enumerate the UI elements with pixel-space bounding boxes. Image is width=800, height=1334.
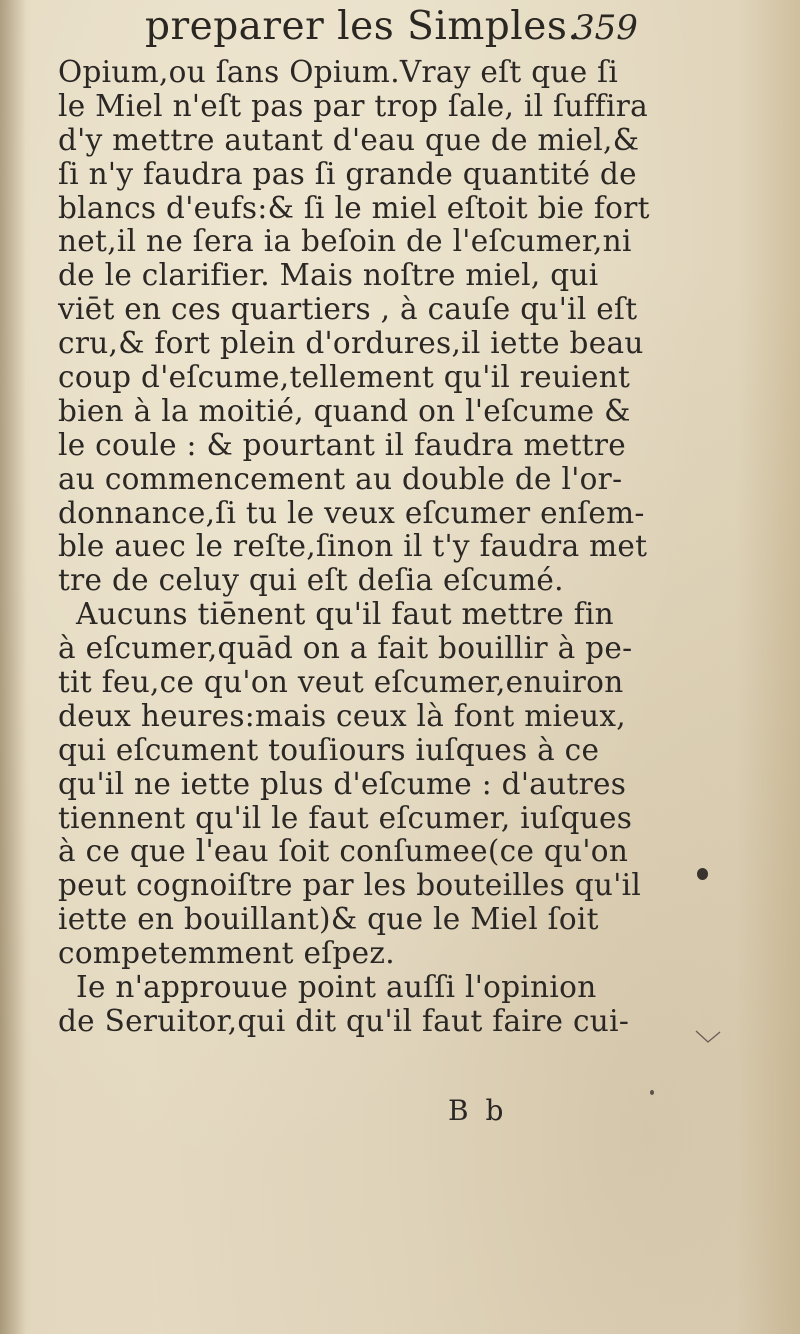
text-line: le coule : & pourtant il faudra mettre	[58, 427, 626, 462]
text-line: Aucuns tiēnent qu'il faut mettre fin	[76, 597, 614, 632]
text-line: coup d'eſcume,tellement qu'il reuient	[58, 360, 631, 395]
text-line: au commencement au double de l'or-	[58, 461, 623, 496]
text-line: viēt en ces quartiers , à cauſe qu'il eſt	[58, 292, 638, 327]
text-line: deux heures:mais ceux là font mieux,	[58, 698, 626, 733]
ink-blot	[697, 868, 708, 880]
text-line: d'y mettre autant d'eau que de miel,&	[58, 122, 640, 157]
body-text	[58, 56, 728, 1039]
text-line: competemment eſpez.	[58, 936, 395, 971]
text-line: bien à la moitié, quand on l'eſcume &	[58, 393, 631, 428]
text-line: blancs d'eufs:& ſi le miel eſtoit bie fort	[58, 190, 650, 225]
running-title: preparer les Simples.	[145, 4, 581, 49]
text-line: à ce que l'eau ſoit conſumee(ce qu'on	[58, 834, 629, 869]
text-line: peut cognoiſtre par les bouteilles qu'il	[58, 868, 642, 903]
text-line: ble auec le reſte,ſinon il t'y faudra met	[58, 529, 648, 564]
pen-mark	[695, 1030, 721, 1044]
text-line: cru,& fort plein d'ordures,il iette beau	[58, 326, 644, 361]
text-line: de le clarifier. Mais noſtre miel, qui	[58, 258, 599, 293]
page-number: 359	[573, 8, 638, 48]
text-line: net,il ne ſera ia beſoin de l'eſcumer,ni	[58, 224, 632, 259]
running-head	[145, 4, 765, 52]
text-line: de Seruitor,qui dit qu'il faut faire cui-	[58, 1003, 630, 1038]
text-line: qu'il ne iette plus d'eſcume : d'autres	[58, 766, 627, 801]
signature-mark: B b	[448, 1094, 508, 1127]
gutter-shadow	[0, 0, 26, 1334]
text-line: tiennent qu'il le faut eſcumer, iuſques	[58, 800, 633, 835]
text-line: qui eſcument touſiours iuſques à ce	[58, 732, 600, 767]
ink-speck	[650, 1090, 654, 1095]
text-line: iette en bouillant)& que le Miel ſoit	[58, 902, 599, 937]
text-line: le Miel n'eſt pas par trop ſale, il ſuffira	[58, 88, 648, 123]
text-line: tre de celuy qui eſt deſia eſcumé.	[58, 563, 564, 598]
text-line: Opium,ou ſans Opium.Vray eſt que ſi	[58, 55, 619, 89]
text-line: donnance,ſi tu le veux eſcumer enſem-	[58, 495, 645, 530]
text-line: Ie n'approuue point auſſi l'opinion	[76, 970, 597, 1005]
text-line: tit feu,ce qu'on veut eſcumer,enuiron	[58, 665, 624, 700]
text-line: ſi n'y faudra pas ſi grande quantité de	[58, 156, 637, 191]
text-line: à eſcumer,quād on a fait bouillir à pe-	[58, 631, 633, 666]
